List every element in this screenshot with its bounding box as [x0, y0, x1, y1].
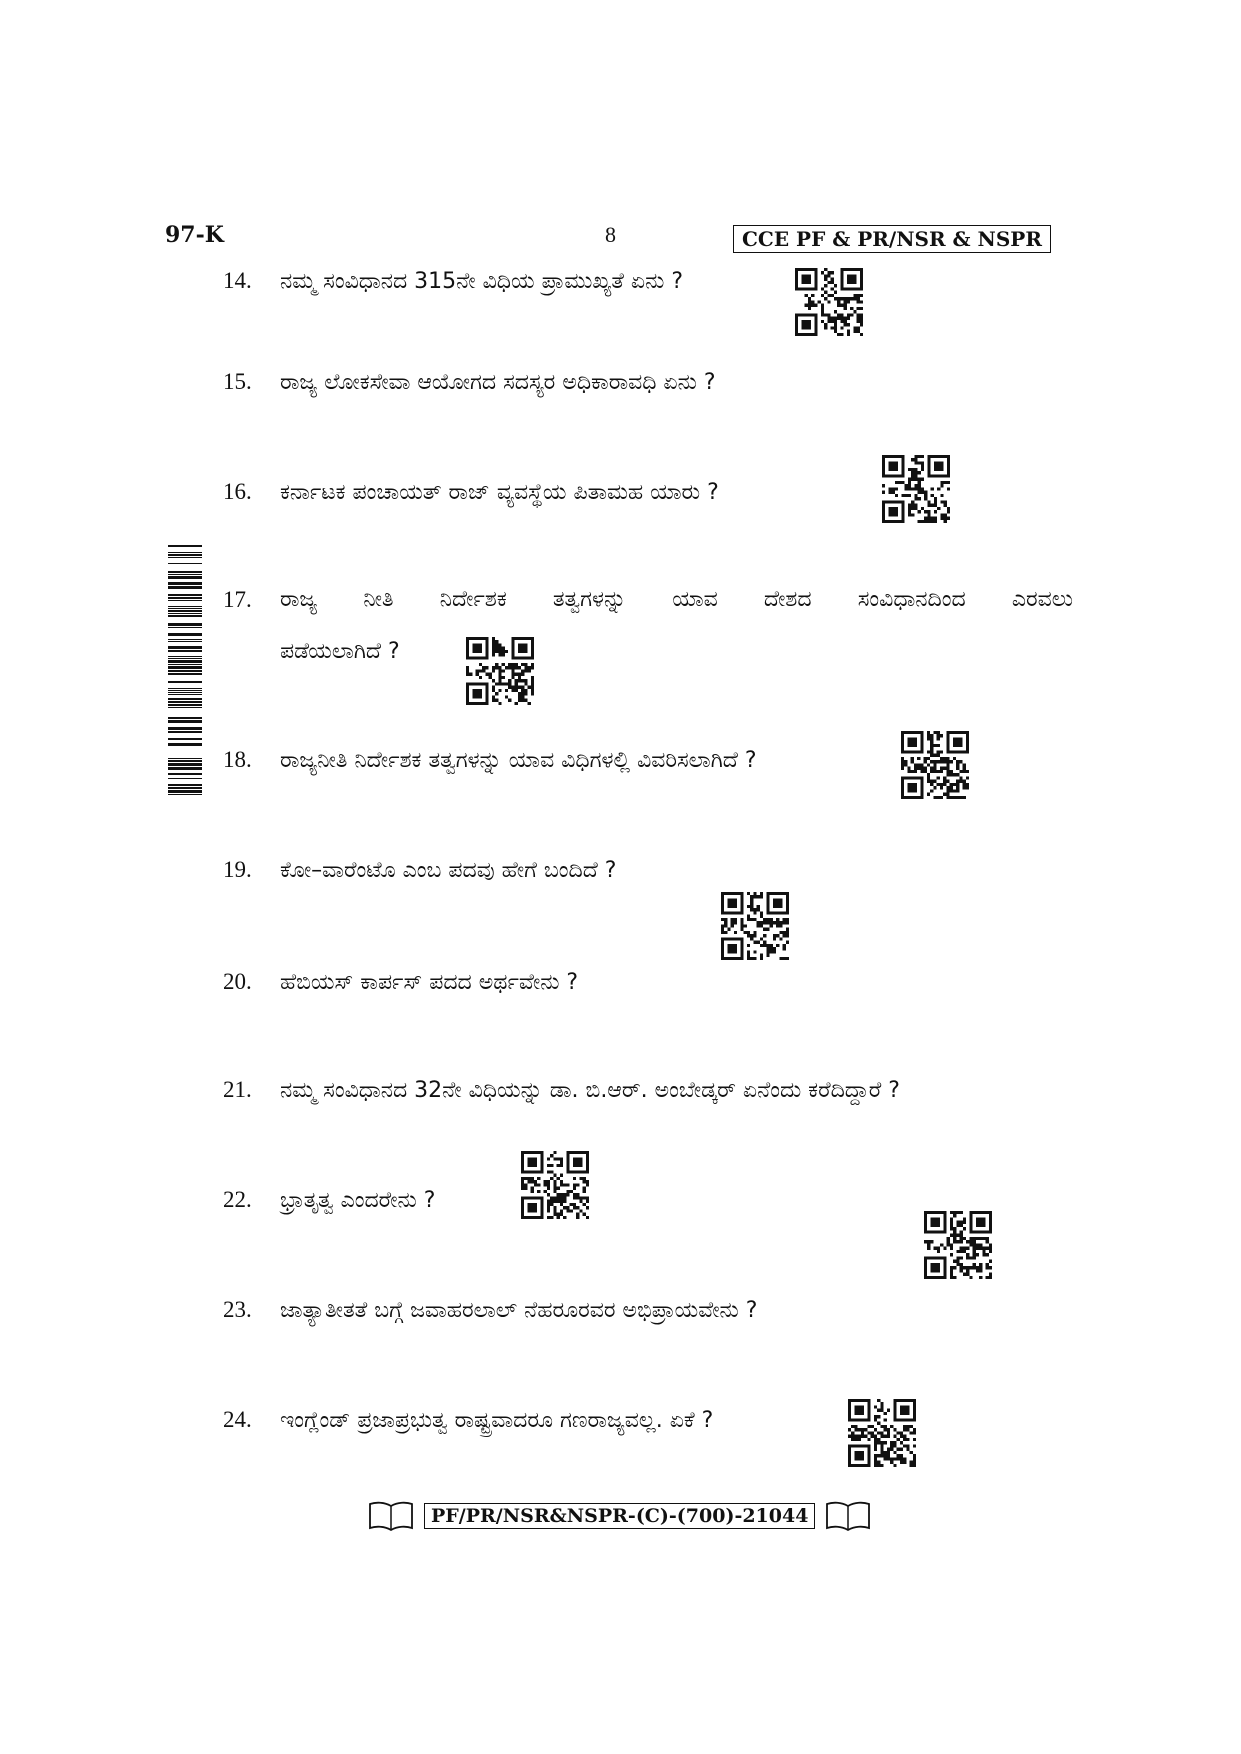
question-23 [223, 1295, 757, 1326]
open-book-icon [825, 1500, 871, 1532]
word: ರಾಜ್ಯ [280, 587, 318, 612]
question-text: ರಾಜ್ಯನೀತಿ ನಿರ್ದೇಶಕ ತತ್ವಗಳನ್ನು ಯಾವ ವಿಧಿಗಳಲ್ಲಿ ವಿವರಿಸಲಾಗಿದೆ ? [280, 748, 757, 773]
qr-code-icon [848, 1399, 916, 1467]
question-number: 17. [223, 587, 252, 612]
question-18 [223, 745, 757, 776]
question-14 [223, 266, 683, 297]
qr-code-icon [521, 1151, 589, 1219]
word: ತತ್ವಗಳನ್ನು [552, 587, 627, 612]
word: ದೇಶದ [763, 587, 812, 612]
question-number: 19. [223, 857, 252, 882]
paper-code: PF/PR/NSR&NSPR-(C)-(700)-21044 [424, 1503, 815, 1529]
question-24 [223, 1405, 713, 1436]
question-text: ಇಂಗ್ಲೆಂಡ್ ಪ್ರಜಾಪ್ರಭುತ್ವ ರಾಷ್ಟ್ರವಾದರೂ ಗಣರಾಜ್ಯವಲ್ಲ. ಏಕೆ ? [280, 1408, 714, 1433]
question-number: 24. [223, 1407, 252, 1432]
question-21 [223, 1075, 900, 1106]
question-text [280, 587, 1073, 613]
question-number: 22. [223, 1187, 252, 1212]
qr-code-icon [466, 637, 534, 705]
question-number: 20. [223, 969, 252, 994]
footer [368, 1499, 871, 1533]
question-text: ನಮ್ಮ ಸಂವಿಧಾನದ 315ನೇ ವಿಧಿಯ ಪ್ರಾಮುಖ್ಯತೆ ಏನು ? [280, 269, 683, 294]
exam-code: 97-K [165, 222, 224, 248]
question-16 [223, 477, 719, 508]
question-number: 23. [223, 1297, 252, 1322]
question-number: 15. [223, 369, 252, 394]
question-22 [223, 1185, 435, 1216]
question-text-continued: ಪಡೆಯಲಾಗಿದೆ ? [280, 639, 400, 664]
question-text: ಭ್ರಾತೃತ್ವ ಎಂದರೇನು ? [280, 1188, 436, 1213]
question-text: ಕೋ–ವಾರೆಂಟೊ ಎಂಬ ಪದವು ಹೇಗೆ ಬಂದಿದೆ ? [280, 858, 617, 883]
question-text: ಜಾತ್ಯಾತೀತತೆ ಬಗ್ಗೆ ಜವಾಹರಲಾಲ್ ನೆಹರೂರವರ ಅಭಿಪ್ರಾಯವೇನು ? [280, 1298, 758, 1323]
word: ನೀತಿ [363, 587, 394, 612]
question-19 [223, 855, 616, 886]
qr-code-icon [924, 1211, 992, 1279]
question-15 [223, 367, 716, 398]
question-text: ರಾಜ್ಯ ಲೋಕಸೇವಾ ಆಯೋಗದ ಸದಸ್ಯರ ಅಧಿಕಾರಾವಧಿ ಏನು ? [280, 370, 716, 395]
question-number: 18. [223, 747, 252, 772]
open-book-icon [368, 1500, 414, 1532]
qr-code-icon [901, 731, 969, 799]
question-number: 14. [223, 268, 252, 293]
question-text: ನಮ್ಮ ಸಂವಿಧಾನದ 32ನೇ ವಿಧಿಯನ್ನು ಡಾ. ಬಿ.ಆರ್. ಅಂಬೇಡ್ಕರ್ ಏನೆಂದು ಕರೆದಿದ್ದಾರೆ ? [280, 1078, 900, 1103]
qr-code-icon [721, 892, 789, 960]
word: ಸಂವಿಧಾನದಿಂದ [857, 587, 966, 612]
question-number: 21. [223, 1077, 252, 1102]
qr-code-icon [882, 455, 950, 523]
question-17 [223, 587, 1073, 664]
question-text: ಹೆಬಿಯಸ್ ಕಾರ್ಪಸ್ ಪದದ ಅರ್ಥವೇನು ? [280, 970, 579, 995]
question-text: ಕರ್ನಾಟಕ ಪಂಚಾಯತ್ ರಾಜ್ ವ್ಯವಸ್ಥೆಯ ಪಿತಾಮಹ ಯಾರು ? [280, 480, 719, 505]
word: ನಿರ್ದೇಶಕ [439, 587, 507, 612]
question-20 [223, 967, 578, 998]
qr-code-icon [795, 268, 863, 336]
question-number: 16. [223, 479, 252, 504]
barcode-icon [168, 545, 202, 795]
word: ಎರವಲು [1011, 587, 1073, 612]
page-number: 8 [605, 222, 616, 247]
course-code-box: CCE PF & PR/NSR & NSPR [733, 225, 1051, 253]
word: ಯಾವ [672, 587, 718, 612]
